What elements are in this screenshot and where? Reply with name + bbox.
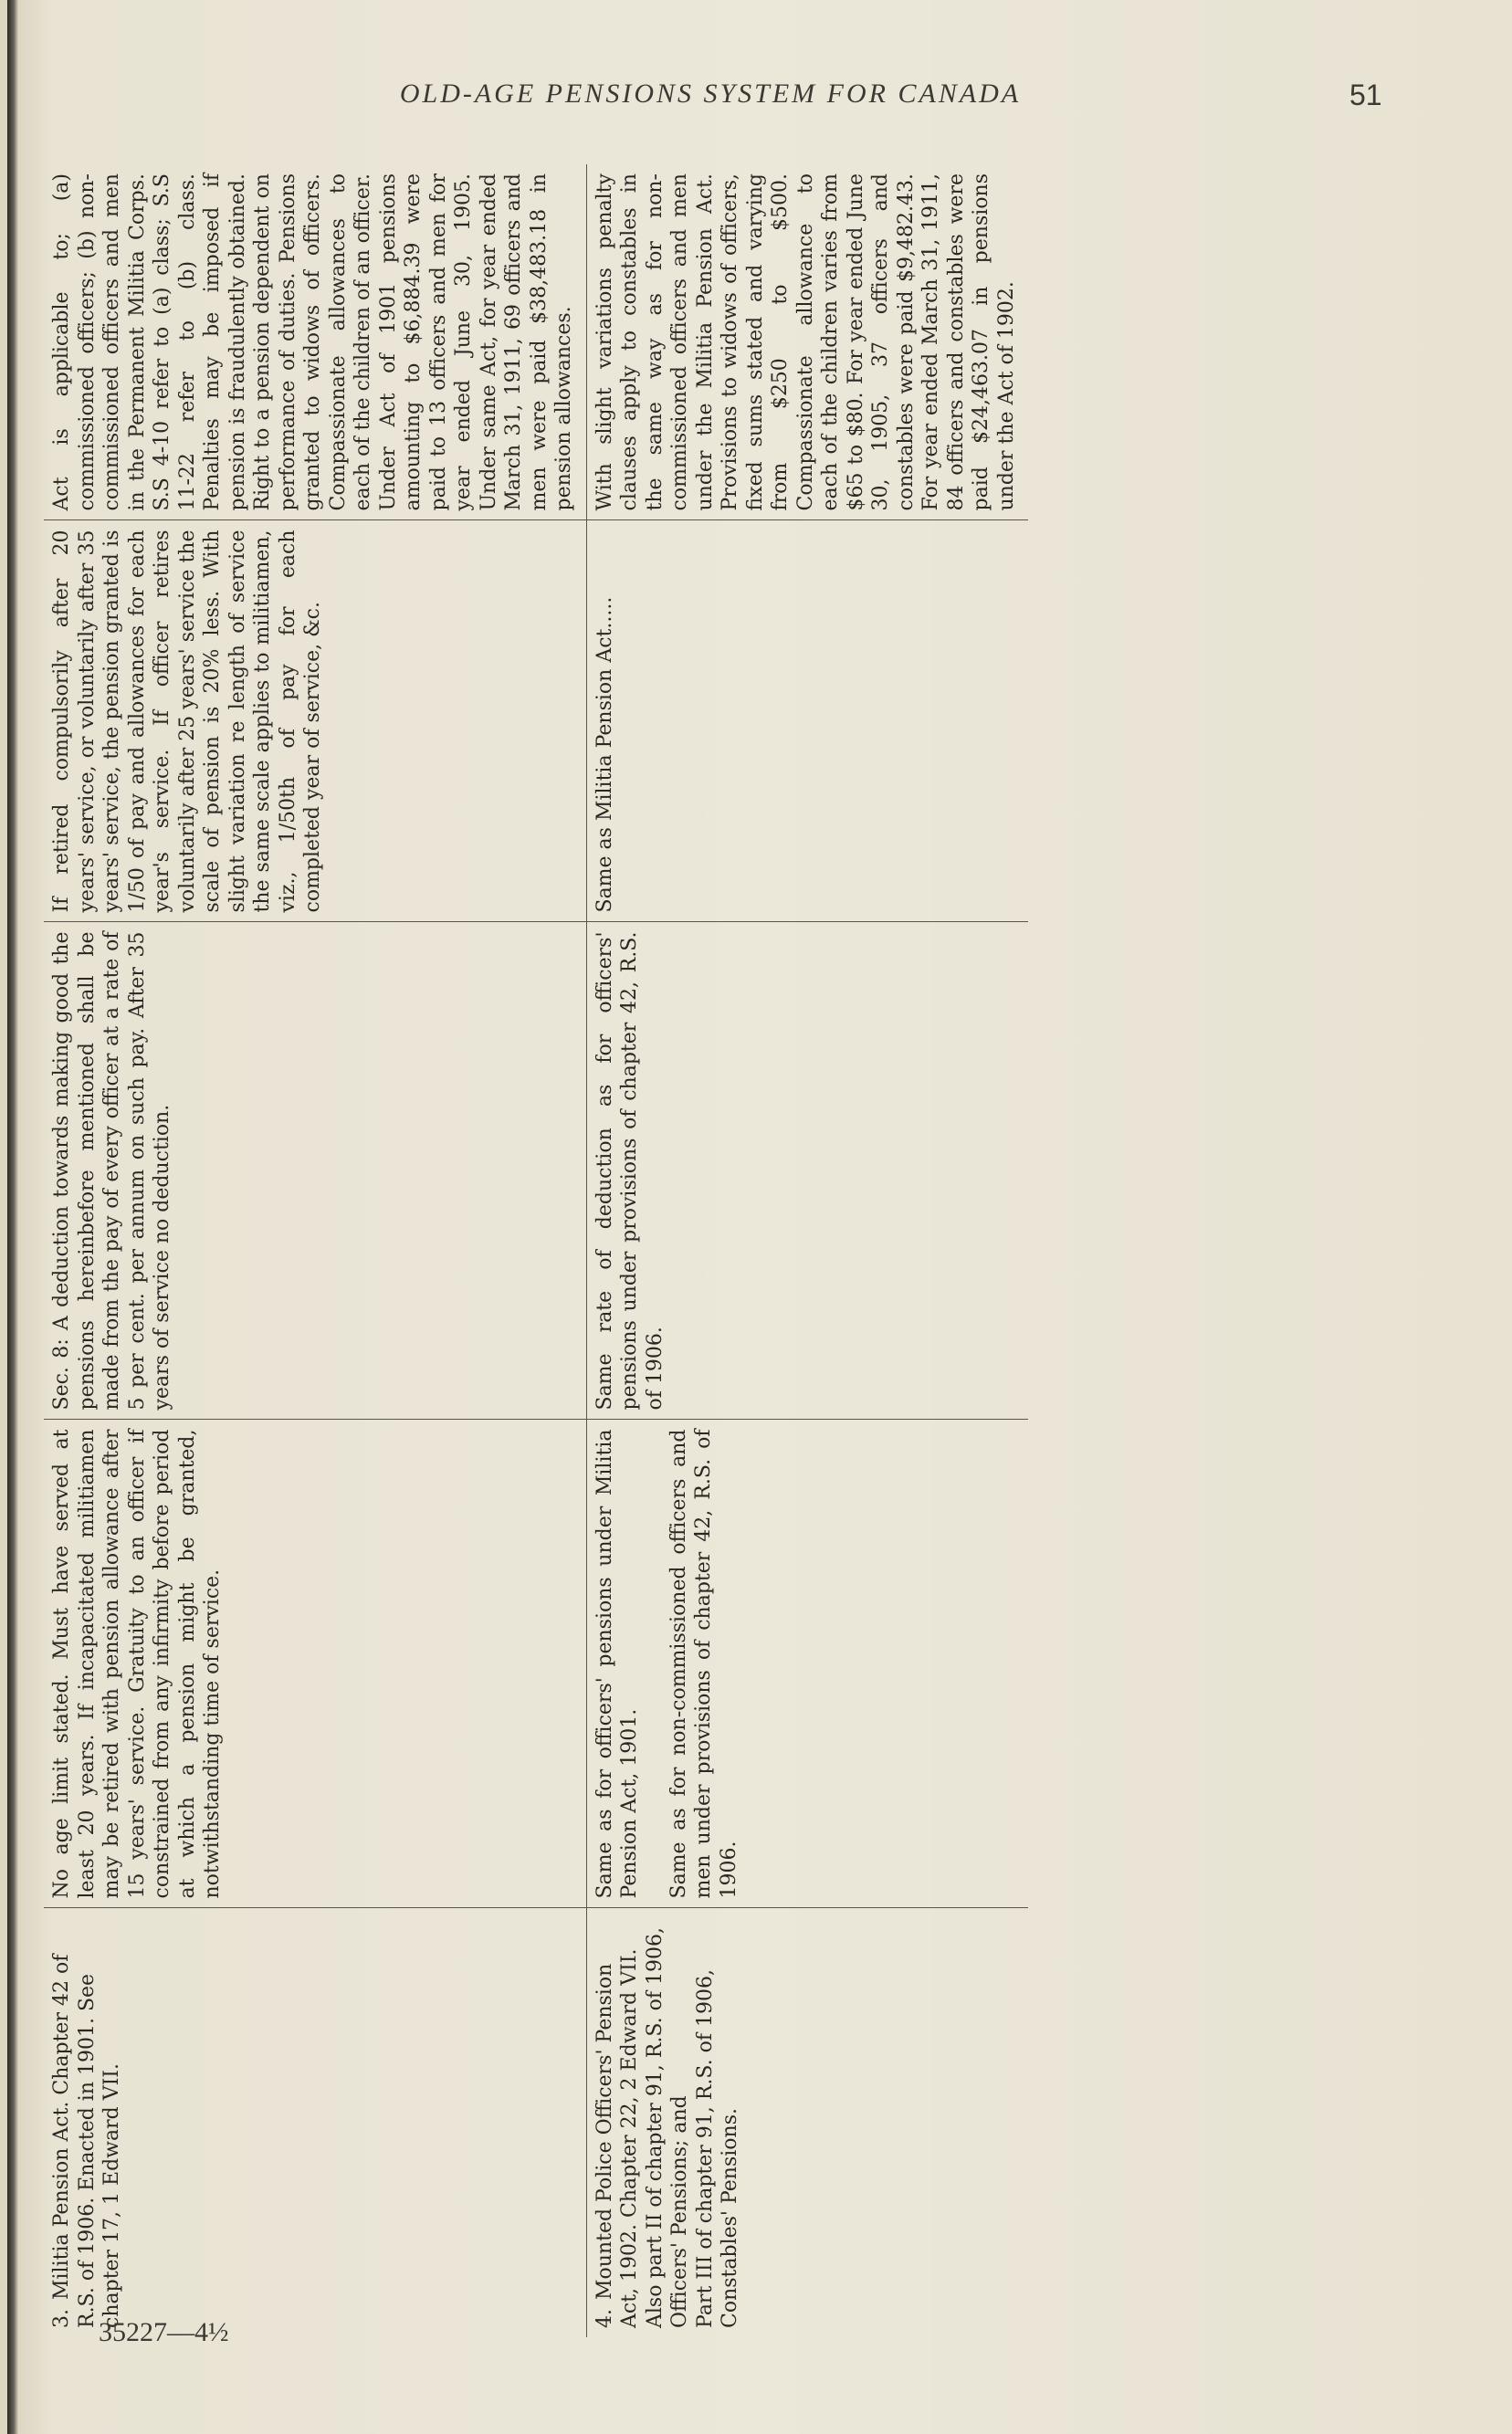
table-row: [44, 164, 586, 2337]
act-cell: [44, 1908, 586, 2337]
table-row: [586, 164, 1028, 2337]
page-number: 51: [1349, 79, 1382, 111]
act-text: [593, 1918, 693, 2329]
printer-signature-code: 35227—4½: [99, 2317, 229, 2347]
amount-text: Same as Militia Pension Act.....: [593, 596, 616, 913]
remarks-text: With slight variations penalty clauses apply to constables in the same way as for non-commissioned officers and men under the Militia Pension Act. Provisions to widows of officers, fixed sums stated and varying from $250 to $500. Compassionate allowance to each of the children varies from $65 to $80. For year ended June 30, 1905, 37 officers and constables were paid $9,482.43. For year ended March 31, 1911, 84 officers and constables were paid $24,463.07 in pensions under the Act of 1902.: [593, 173, 1018, 511]
conditions-cell: [44, 1420, 586, 1908]
rotated-table-region: [44, 164, 1018, 2337]
contributions-text: Sec. 8: A deduction towards making good the pensions hereinbefore mentioned shall be made from the pay of every officer at a rate of 5 per cent. per annum on such pay. After 35 years of service no deduction.: [50, 931, 173, 1411]
pension-acts-table: [44, 164, 1028, 2337]
conditions-text: No age limit stated. Must have served at least 20 years. If incapacitated militiamen may be retired with pension allowance after 15 years' service. Gratuity to an officer if constrained from any infirmity before period at which a pension might be granted, notwithstanding time of service.: [50, 1429, 224, 1899]
act-text-part-2: Part III of chapter 91, R.S. of 1906, Constables' Pensions.: [693, 1969, 741, 2328]
conditions-text-part-2: Same as for non-commissioned officers and men under provisions of chapter 42, R.S. of 1906.: [667, 1429, 740, 1899]
document-page: [7, 0, 1512, 2434]
contributions-text: Same rate of deduction as for officers' pensions under provisions of chapter 42, R.S. of 1906.: [593, 931, 667, 1411]
act-cell: [586, 1908, 1028, 2337]
amount-cell: [44, 520, 586, 922]
amount-cell: [586, 520, 1028, 922]
book-gutter: [7, 0, 18, 2434]
contributions-cell: [44, 922, 586, 1420]
remarks-cell: [586, 164, 1028, 520]
remarks-cell: [44, 164, 586, 520]
act-text-part-1: Mounted Police Officers' Pension Act, 1902. Chapter 22, 2 Edward VII. Also part II of chapter 91, R.S. of 1906, Officers' Pensions; and: [593, 1927, 691, 2328]
amount-text: If retired compulsorily after 20 years' service, or voluntarily after 35 years' service, the pension granted is 1/50 of pay and allowances for each year's service. If officer retires voluntarily after 25 years' service the scale of pension is 20% less. With slight variation re length of service the same scale applies to militiamen, viz., 1/50th of pay for each completed year of service, &c.: [50, 530, 324, 913]
conditions-cell: [586, 1420, 1028, 1908]
conditions-text: Same as for officers' pensions under Militia Pension Act, 1901.: [593, 1429, 641, 1899]
contributions-cell: [586, 922, 1028, 1420]
row-number: 4.: [593, 2309, 616, 2328]
act-text: Militia Pension Act. Chapter 42 of R.S. of 1906. Enacted in 1901. See chapter 17, 1 Edward VII.: [50, 1954, 123, 2328]
row-number: 3.: [50, 2309, 73, 2328]
remarks-text: Act is applicable to; (a) commissioned officers; (b) non-commissioned officers and men in the Permanent Militia Corps. S.S 4-10 refer to (a) class; S.S 11-22 refer to (b) class. Penalties may be imposed if pension is fraudulently obtained. Right to a pension dependent on performance of duties. Pensions granted to widows of officers. Compassionate allowances to each of the children of an officer. Under Act of 1901 pensions amounting to $6,884.39 were paid to 13 officers and men for year ended June 30, 1905. Under same Act, for year ended March 31, 1911, 69 officers and men were paid $38,483.18 in pension allowances.: [50, 173, 575, 511]
running-title: OLD-AGE PENSIONS SYSTEM FOR CANADA: [399, 79, 1022, 109]
